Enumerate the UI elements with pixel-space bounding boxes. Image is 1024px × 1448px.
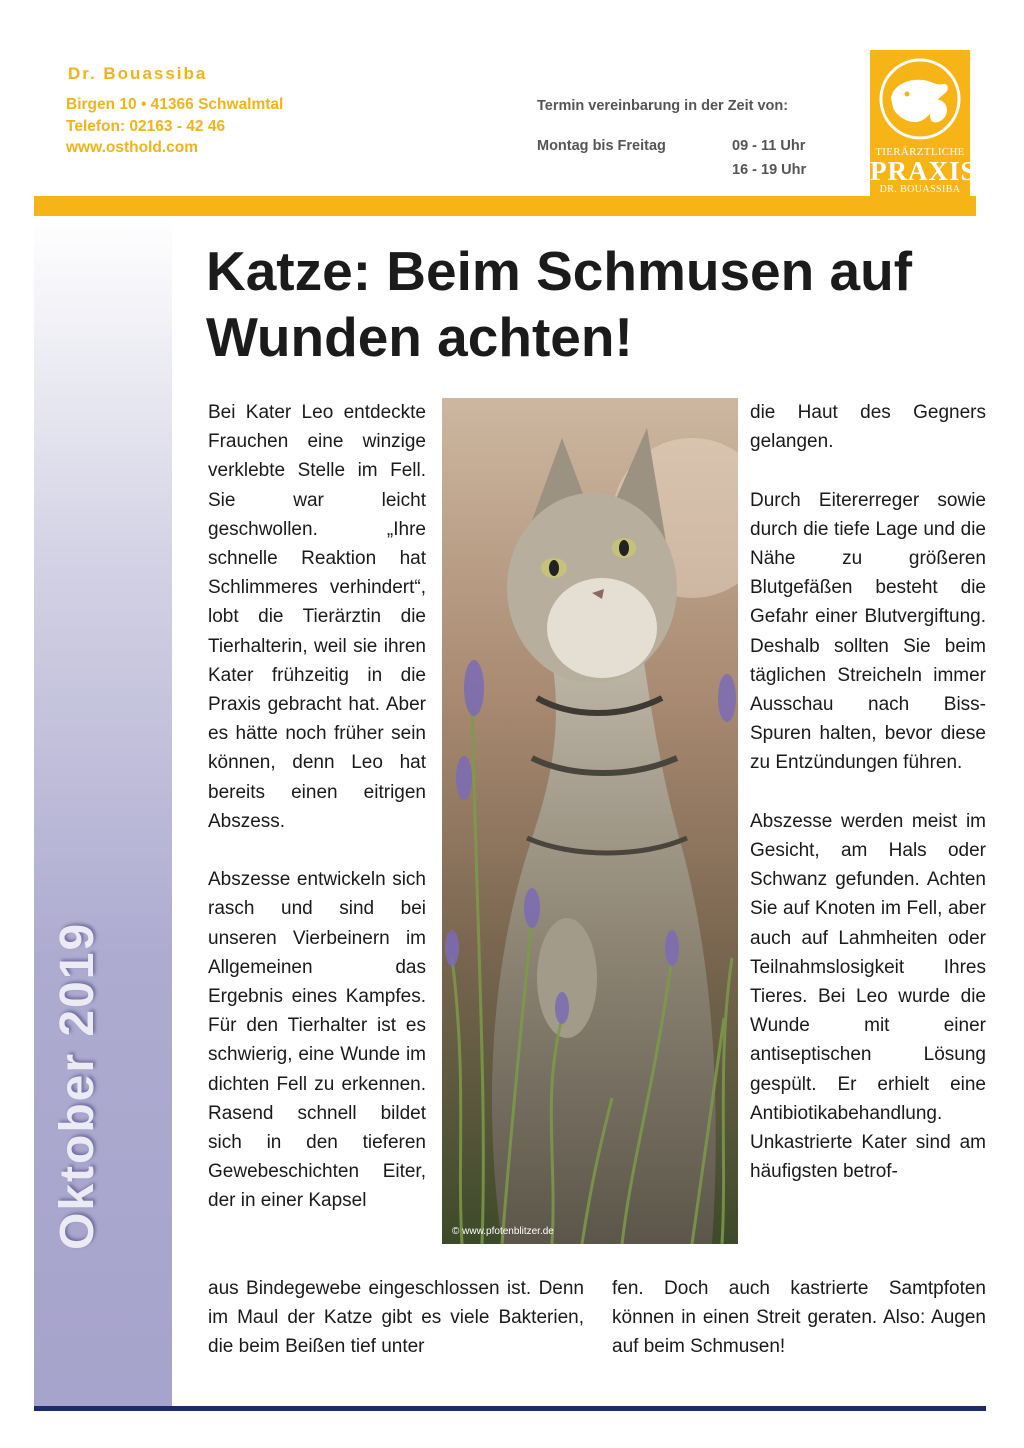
right-paragraph-3: Abszesse werden meist im Gesicht, am Hals oder Schwanz gefunden. Achten Sie auf Knoten im Fell, aber auch auf Lahmheiten oder Teilnahmslosigkeit Ihres Tieres. Bei Leo wurde die Wunde mit einer antiseptischen Lösung gespült. Er erhielt eine Antibiotikabehandlung. Unkastrierte Kater sind am häufigsten betrof-: [750, 810, 986, 1183]
logo-line-3: DR. BOUASSIBA: [879, 184, 961, 195]
logo-line-1: TIERÄRZTLICHE: [875, 146, 965, 158]
right-paragraph-2: Durch Eitererreger sowie durch die tiefe Lage und die Nähe zu größeren Blutgefäßen besteht die Gefahr einer Blutvergiftung. Deshalb sollten Sie beim täglichen Streicheln immer Ausschau nach Biss-Spuren halten, bevor diese zu Entzündungen führen.: [750, 489, 986, 774]
appointment-time-morning: 09 - 11 Uhr: [732, 138, 806, 154]
appointment-time-evening: 16 - 19 Uhr: [732, 162, 807, 178]
header-divider: [34, 196, 976, 216]
photo-credit: © www.pfotenblitzer.de: [452, 1226, 554, 1237]
right-bottom-text: fen. Doch auch kastrierte Samtpfoten können in einen Streit geraten. Also: Augen auf beim Schmusen!: [612, 1278, 986, 1358]
appointment-title: Termin vereinbarung in der Zeit von:: [537, 98, 789, 114]
address: Birgen 10 • 41366 Schwalmtal: [66, 96, 284, 113]
logo-line-2: PRAXIS: [870, 156, 977, 186]
cat-photo: [442, 398, 738, 1244]
left-paragraph-1: Bei Kater Leo entdeckte Frauchen eine winzige verklebte Stelle im Fell. Sie war leicht geschwollen. „Ihre schnelle Reaktion hat Schlimmeres verhindert“, lobt die Tierärztin die Tierhalterin, weil sie ihren Kater frühzeitig in die Praxis gebracht hat. Aber es hätte noch früher sein können, denn Leo hat bereits einen eitrigen Abszess.: [208, 402, 426, 832]
right-paragraph-1: die Haut des Gegners gelangen.: [750, 402, 986, 453]
left-column: [208, 398, 426, 1245]
doctor-name: Dr. Bouassiba: [68, 64, 208, 83]
appointment-days: Montag bis Freitag: [537, 138, 666, 154]
article-title: Katze: Beim Schmusen auf Wunden achten!: [206, 240, 913, 368]
left-bottom-text: aus Bindegewebe eingeschlossen ist. Denn im Maul der Katze gibt es viele Bakterien, die beim Beißen tief unter: [208, 1278, 584, 1358]
right-column: [750, 398, 986, 1216]
left-paragraph-2: Abszesse entwickeln sich rasch und sind bei unseren Vierbeinern im Allgemeinen das Ergebnis eines Kampfes. Für den Tierhalter ist es schwierig, eine Wunde im dichten Fell zu erkennen. Rasend schnell bildet sich in den tieferen Gewebeschichten Eiter, der in einer Kapsel: [208, 869, 426, 1212]
website-link[interactable]: www.osthold.com: [66, 139, 199, 156]
practice-logo: [870, 50, 977, 196]
phone: Telefon: 02163 - 42 46: [66, 118, 226, 135]
footer-divider: [34, 1406, 986, 1411]
animal-silhouette-icon: [877, 56, 963, 142]
issue-month: Oktober 2019: [51, 921, 104, 1250]
